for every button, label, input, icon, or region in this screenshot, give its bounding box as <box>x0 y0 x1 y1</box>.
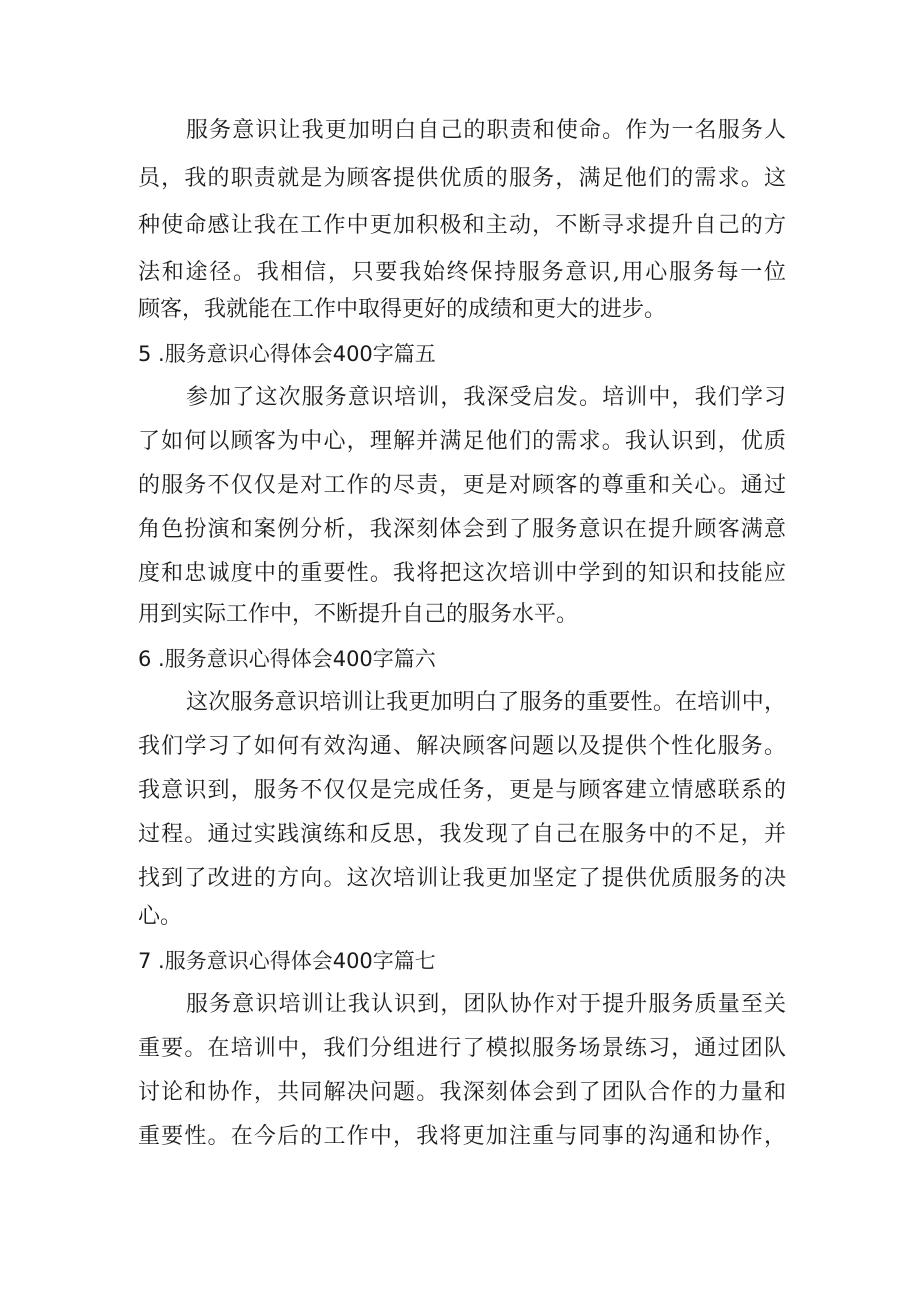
paragraph-line: 角色扮演和案例分析，我深刻体会到了服务意识在提升顾客满意 <box>138 517 786 542</box>
paragraph-line: 重要性。在今后的工作中，我将更加注重与同事的沟通和协作， <box>138 1124 786 1149</box>
paragraph-line: 心。 <box>138 904 183 929</box>
paragraph-line: 用到实际工作中，不断提升自己的服务水平。 <box>138 602 579 627</box>
section-heading-7: 7 .服务意识心得体会400字篇七 <box>138 949 436 973</box>
paragraph-line: 了如何以顾客为中心，理解并满足他们的需求。我认识到，优质 <box>138 429 786 454</box>
paragraph-line: 讨论和协作，共同解决问题。我深刻体会到了团队合作的力量和 <box>138 1080 786 1105</box>
paragraph-line: 我意识到，服务不仅仅是完成任务，更是与顾客建立情感联系的 <box>138 778 786 803</box>
paragraph-line: 服务意识培训让我认识到，团队协作对于提升服务质量至关 <box>186 992 786 1017</box>
paragraph-line: 顾客，我就能在工作中取得更好的成绩和更大的进步。 <box>138 297 667 322</box>
section-heading-6: 6 .服务意识心得体会400字篇六 <box>138 647 436 671</box>
section-heading-5: 5 .服务意识心得体会400字篇五 <box>138 342 436 366</box>
paragraph-line: 参加了这次服务意识培训，我深受启发。培训中，我们学习 <box>186 385 786 410</box>
paragraph-line: 的服务不仅仅是对工作的尽责，更是对顾客的尊重和关心。通过 <box>138 473 786 498</box>
paragraph-line: 重要。在培训中，我们分组进行了模拟服务场景练习，通过团队 <box>138 1036 786 1061</box>
paragraph-line: 员，我的职责就是为顾客提供优质的服务，满足他们的需求。这 <box>138 166 786 191</box>
paragraph-line: 服务意识让我更加明白自己的职责和使命。作为一名服务人 <box>186 118 786 143</box>
paragraph-line: 过程。通过实践演练和反思，我发现了自己在服务中的不足，并 <box>138 822 786 847</box>
paragraph-line: 找到了改进的方向。这次培训让我更加坚定了提供优质服务的决 <box>138 866 786 891</box>
paragraph-line: 我们学习了如何有效沟通、解决顾客问题以及提供个性化服务。 <box>138 734 786 759</box>
paragraph-line: 度和忠诚度中的重要性。我将把这次培训中学到的知识和技能应 <box>138 561 786 586</box>
paragraph-line: 种使命感让我在工作中更加积极和主动，不断寻求提升自己的方 <box>138 213 786 238</box>
paragraph-line: 法和途径。我相信，只要我始终保持服务意识,用心服务每一位 <box>138 260 786 285</box>
paragraph-line: 这次服务意识培训让我更加明白了服务的重要性。在培训中， <box>186 690 786 715</box>
